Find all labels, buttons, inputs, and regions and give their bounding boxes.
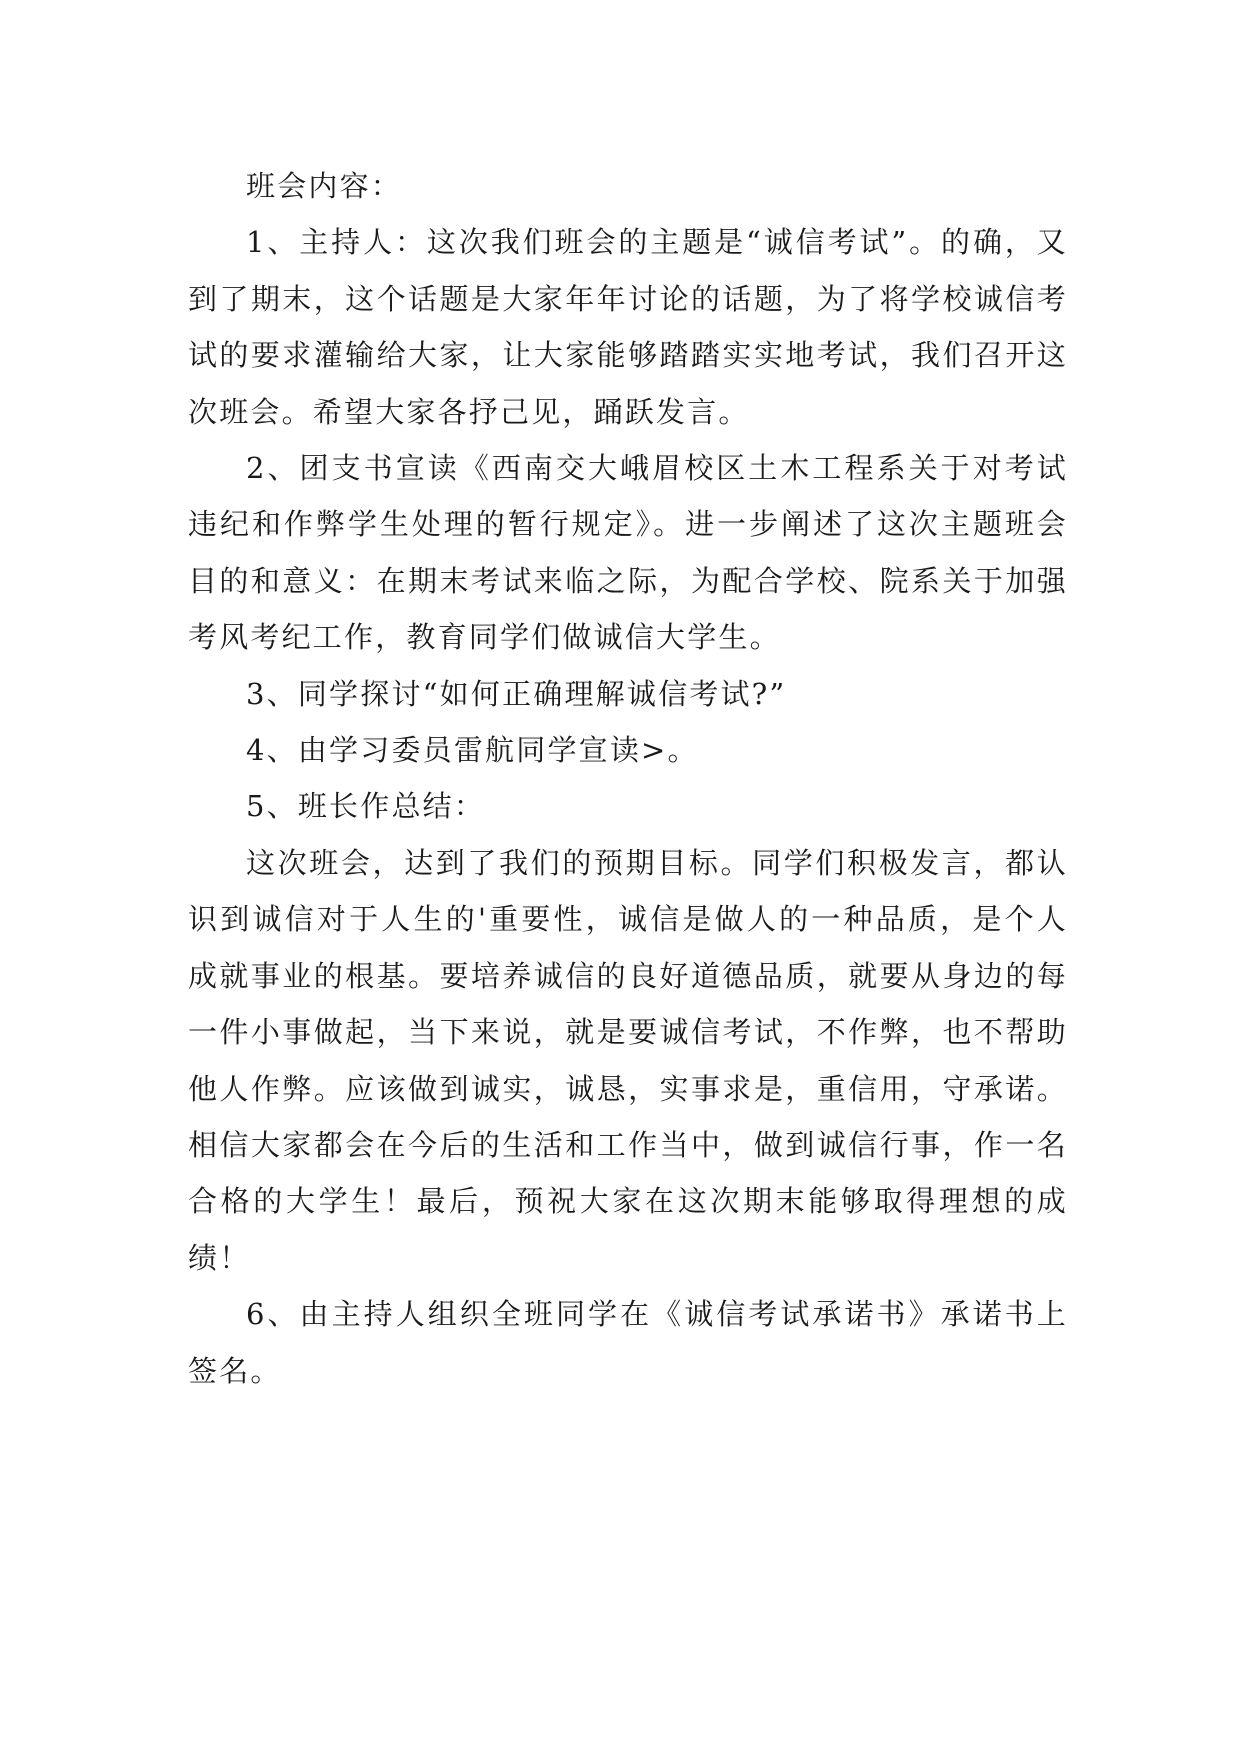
- paragraph-item-3: 3、同学探讨“如何正确理解诚信考试?”: [246, 676, 787, 711]
- document-body: [188, 158, 1068, 1399]
- paragraph-item-4: 4、由学习委员雷航同学宣读>。: [246, 733, 699, 768]
- paragraph-item-2: 2、团支书宣读《西南交大峨眉校区土木工程系关于对考试违纪和作弊学生处理的暂行规定》。进一步阐述了这次主题班会目的和意义：在期末考试来临之际，为配合学校、院系关于加强考风考纪工作，教育同学们做诚信大学生。: [188, 451, 1068, 655]
- paragraph-item-1: 1、主持人：这次我们班会的主题是“诚信考试”。的确，又到了期末，这个话题是大家年年讨论的话题，为了将学校诚信考试的要求灌输给大家，让大家能够踏踏实实地考试，我们召开这次班会。希望大家各抒己见，踊跃发言。: [188, 225, 1068, 429]
- section-heading: 班会内容：: [246, 169, 403, 203]
- paragraph-item-6: 6、由主持人组织全班同学在《诚信考试承诺书》承诺书上签名。: [188, 1297, 1068, 1388]
- summary-paragraph: 这次班会，达到了我们的预期目标。同学们积极发言，都认识到诚信对于人生的'重要性，诚信是做人的一种品质，是个人成就事业的根基。要培养诚信的良好道德品质，就要从身边的每一件小事做起，当下来说，就是要诚信考试，不作弊，也不帮助他人作弊。应该做到诚实，诚恳，实事求是，重信用，守承诺。相信大家都会在今后的生活和工作当中，做到诚信行事，作一名合格的大学生！最后，预祝大家在这次期末能够取得理想的成绩！: [188, 845, 1068, 1275]
- paragraph-item-5: 5、班长作总结：: [246, 789, 486, 824]
